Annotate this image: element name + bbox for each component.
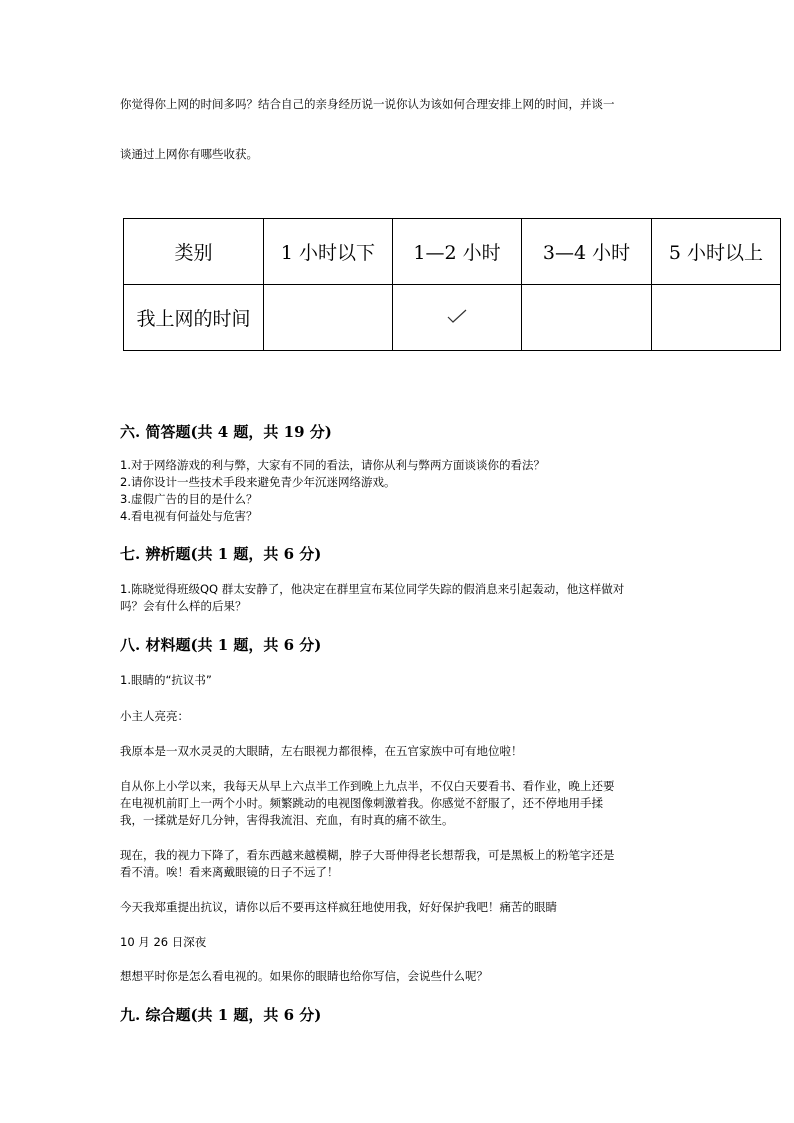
s8-p3: 我原本是一双水灵灵的大眼睛，左右眼视力都很棒，在五官家族中可有地位啦！	[120, 744, 523, 758]
table-header-cell: 1—2 小时	[393, 219, 522, 285]
section-7-title: 七. 辨析题(共 1 题，共 6 分)	[120, 545, 322, 563]
table-row	[124, 285, 781, 351]
table-header-cell: 5 小时以上	[652, 219, 781, 285]
s8-p8: 想想平时你是怎么看电视的。如果你的眼睛也给你写信，会说些什么呢？	[120, 969, 488, 983]
table-header-cell: 1 小时以下	[264, 219, 393, 285]
section-8-title: 八. 材料题(共 1 题，共 6 分)	[120, 636, 322, 654]
s8-p4a: 自从你上小学以来，我每天从早上六点半工作到晚上九点半，不仅白天要看书、看作业，晚上还要	[120, 779, 615, 793]
s8-p6: 今天我郑重提出抗议，请你以后不要再这样疯狂地使用我，好好保护我吧！痛苦的眼睛	[120, 900, 557, 914]
s8-p2: 小主人亮亮：	[120, 709, 189, 723]
s6-item-3: 3.虚假广告的目的是什么？	[120, 492, 258, 506]
table-cell	[264, 285, 393, 351]
table-cell-checked	[393, 285, 522, 351]
table-header-row	[124, 219, 781, 285]
section-9-title: 九. 综合题(共 1 题，共 6 分)	[120, 1006, 322, 1024]
table-header-cell: 类别	[124, 219, 264, 285]
checkmark-icon	[446, 308, 468, 324]
s8-p7: 10 月 26 日深夜	[120, 935, 207, 949]
internet-time-table	[123, 218, 781, 351]
s7-line-1: 1.陈晓觉得班级QQ 群太安静了，他决定在群里宣布某位同学失踪的假消息来引起轰动，他这样做对	[120, 582, 625, 596]
s6-item-4: 4.看电视有何益处与危害？	[120, 509, 258, 523]
table-header-cell: 3—4 小时	[522, 219, 652, 285]
s8-p5a: 现在，我的视力下降了，看东西越来越模糊，脖子大哥伸得老长想帮我，可是黑板上的粉笔字还是	[120, 848, 615, 862]
s8-p4b: 在电视机前盯上一两个小时。频繁跳动的电视图像刺激着我。你感觉不舒服了，还不停地用手揉	[120, 796, 603, 810]
table-cell	[522, 285, 652, 351]
s7-line-2: 吗？会有什么样的后果？	[120, 599, 247, 613]
table-cell	[652, 285, 781, 351]
s8-p1: 1.眼睛的“抗议书”	[120, 673, 212, 687]
intro-line-2: 谈通过上网你有哪些收获。	[120, 147, 258, 161]
table-row-label: 我上网的时间	[124, 285, 264, 351]
s6-item-1: 1.对于网络游戏的利与弊，大家有不同的看法，请你从利与弊两方面谈谈你的看法？	[120, 458, 545, 472]
section-6-title: 六. 简答题(共 4 题，共 19 分)	[120, 423, 332, 441]
s8-p4c: 我，一揉就是好几分钟，害得我流泪、充血，有时真的痛不欲生。	[120, 813, 454, 827]
intro-line-1: 你觉得你上网的时间多吗？结合自己的亲身经历说一说你认为该如何合理安排上网的时间，并谈一	[120, 97, 615, 111]
s6-item-2: 2.请你设计一些技术手段来避免青少年沉迷网络游戏。	[120, 475, 396, 489]
s8-p5b: 看不清。唉！看来离戴眼镜的日子不远了！	[120, 865, 339, 879]
